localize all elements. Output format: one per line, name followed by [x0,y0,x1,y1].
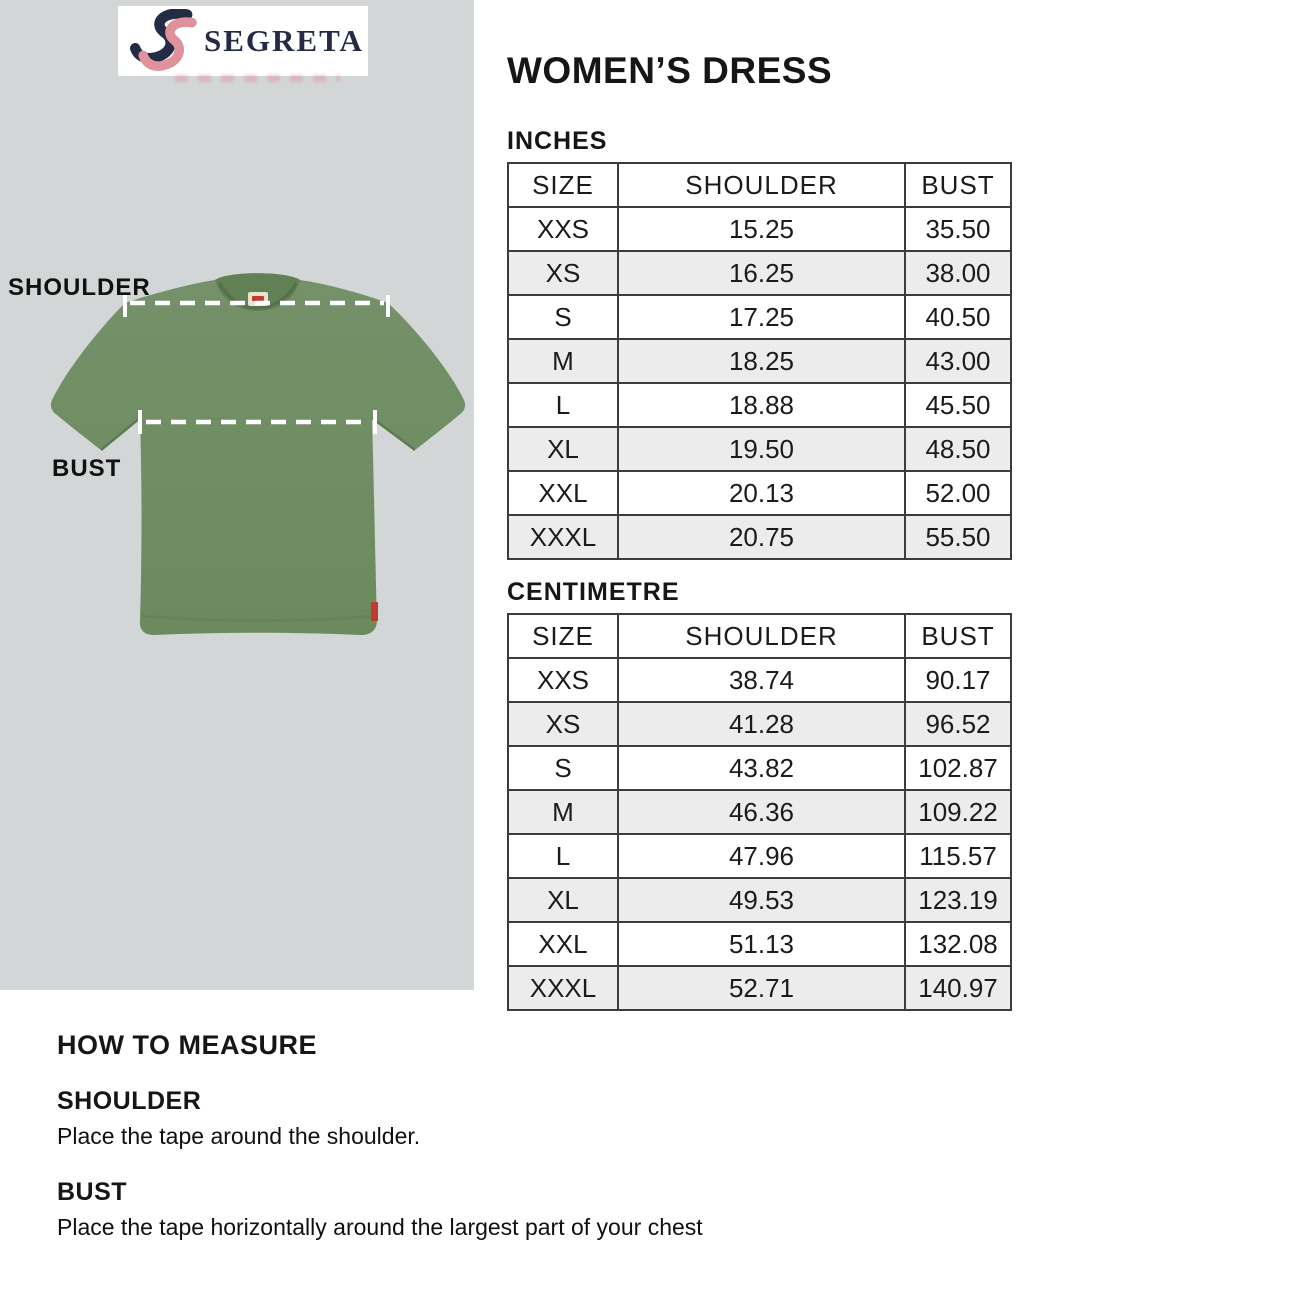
table-cell: 45.50 [905,383,1011,427]
centimetre-table [507,613,1010,1011]
table-row [508,878,1011,922]
table-cell: 41.28 [618,702,905,746]
table-row [508,922,1011,966]
table-header-cell: SHOULDER [618,614,905,658]
centimetre-caption: CENTIMETRE [507,578,680,606]
how-to-measure-bust-text: Place the tape horizontally around the largest part of your chest [57,1214,703,1240]
diagram-shoulder-label: SHOULDER [8,274,151,301]
table-cell: 43.82 [618,746,905,790]
table-cell: L [508,383,618,427]
table-cell: 38.00 [905,251,1011,295]
brand-s-swirl-icon [128,9,200,73]
table-cell: L [508,834,618,878]
table-cell: 96.52 [905,702,1011,746]
table-cell: M [508,790,618,834]
table-cell: XXS [508,658,618,702]
table-row [508,427,1011,471]
table-cell: XS [508,251,618,295]
page-title: WOMEN’S DRESS [507,50,833,91]
table-row [508,515,1011,559]
table-row [508,790,1011,834]
tshirt-image [30,250,475,645]
table-cell: 46.36 [618,790,905,834]
table-cell: 49.53 [618,878,905,922]
table-header-row [508,614,1011,658]
table-cell: 109.22 [905,790,1011,834]
table-cell: 55.50 [905,515,1011,559]
table-row [508,251,1011,295]
table-cell: XL [508,878,618,922]
table-row [508,471,1011,515]
table-cell: 47.96 [618,834,905,878]
table-cell: 132.08 [905,922,1011,966]
table-cell: 52.71 [618,966,905,1010]
table-cell: XXS [508,207,618,251]
table-cell: 52.00 [905,471,1011,515]
table-cell: 123.19 [905,878,1011,922]
table-cell: M [508,339,618,383]
table-row [508,746,1011,790]
table-row [508,702,1011,746]
brand-name: SEGRETA [204,23,364,58]
table-cell: XXL [508,922,618,966]
table-cell: XXXL [508,515,618,559]
inches-table [507,162,1010,560]
table-cell: XXXL [508,966,618,1010]
table-cell: 43.00 [905,339,1011,383]
how-to-measure-shoulder-text: Place the tape around the shoulder. [57,1123,421,1149]
table-row [508,658,1011,702]
table-row [508,295,1011,339]
table-cell: 16.25 [618,251,905,295]
table-header-cell: SHOULDER [618,163,905,207]
table-cell: 51.13 [618,922,905,966]
table-header-cell: BUST [905,163,1011,207]
table-cell: 17.25 [618,295,905,339]
table-header-row [508,163,1011,207]
inches-caption: INCHES [507,127,608,155]
table-header-cell: SIZE [508,614,618,658]
table-cell: 140.97 [905,966,1011,1010]
table-cell: 18.25 [618,339,905,383]
table-row [508,207,1011,251]
table-cell: S [508,295,618,339]
table-cell: 35.50 [905,207,1011,251]
table-cell: 15.25 [618,207,905,251]
how-to-measure-bust-heading: BUST [57,1178,128,1206]
table-cell: 20.13 [618,471,905,515]
table-cell: 115.57 [905,834,1011,878]
diagram-bust-label: BUST [52,455,122,482]
table-cell: 90.17 [905,658,1011,702]
table-row [508,339,1011,383]
how-to-measure-shoulder-heading: SHOULDER [57,1087,202,1115]
hem-tag [371,602,378,621]
table-cell: 19.50 [618,427,905,471]
logo-tagline-remnant [175,75,340,82]
table-cell: 40.50 [905,295,1011,339]
table-row [508,966,1011,1010]
how-to-measure-title: HOW TO MEASURE [57,1030,318,1060]
table-cell: XL [508,427,618,471]
brand-logo [118,6,368,76]
table-cell: 48.50 [905,427,1011,471]
table-header-cell: BUST [905,614,1011,658]
table-cell: XS [508,702,618,746]
table-cell: XXL [508,471,618,515]
table-cell: 18.88 [618,383,905,427]
table-header-cell: SIZE [508,163,618,207]
table-row [508,834,1011,878]
table-cell: S [508,746,618,790]
table-cell: 102.87 [905,746,1011,790]
table-row [508,383,1011,427]
table-cell: 20.75 [618,515,905,559]
table-cell: 38.74 [618,658,905,702]
